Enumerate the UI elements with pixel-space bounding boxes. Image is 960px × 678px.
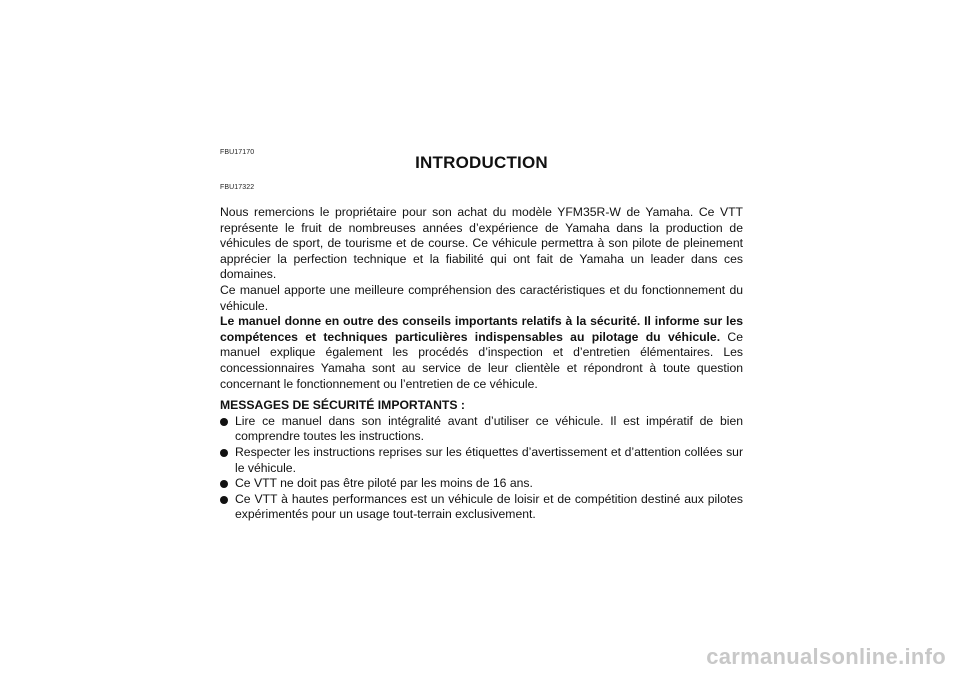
safety-messages-list (220, 414, 743, 523)
intro-paragraph-2: Ce manuel apporte une meilleure compréhension des caractéristiques et du fonctionnement du véhicule. (220, 282, 743, 313)
safety-message-text: Ce VTT ne doit pas être piloté par les moins de 16 ans. (235, 476, 533, 491)
intro-paragraph-3 (220, 314, 743, 392)
intro-paragraph-3-rest: Ce manuel explique également les procédés d’inspection et d’entretien élémentaires. Les concessionnaires Yamaha sont au service de leur clientèle et répondront à toute question concernant le fonctionnement ou l’entretien de ce véhicule. (220, 329, 744, 391)
bullet-icon (220, 418, 228, 426)
safety-message-text: Lire ce manuel dans son intégralité avant d’utiliser ce véhicule. Il est impératif de bien comprendre toutes les instructions. (235, 413, 743, 444)
watermark: carmanualsonline.info (706, 644, 946, 669)
safety-message-item (220, 476, 743, 492)
page-title: INTRODUCTION (415, 153, 548, 172)
safety-message-text: Respecter les instructions reprises sur les étiquettes d’avertissement et d’attention collées sur le véhicule. (235, 444, 743, 475)
introduction-body (220, 205, 743, 523)
intro-paragraph-1: Nous remercions le propriétaire pour son achat du modèle YFM35R-W de Yamaha. Ce VTT représente le fruit de nombreuses années d’expérience de Yamaha dans la production de véhicules de sport, de tourisme et de course. Ce véhicule permettra à son pilote de pleinement apprécier la perfection technique et la fiabilité qui ont fait de Yamaha un leader dans ces domaines. (220, 205, 743, 282)
bullet-icon (220, 449, 228, 457)
safety-message-item (220, 414, 743, 445)
document-code-top: FBU17170 (220, 149, 255, 156)
safety-message-text: Ce VTT à hautes performances est un véhicule de loisir et de compétition destiné aux pilotes expérimentés pour un usage tout-terrain exclusivement. (235, 491, 743, 522)
intro-paragraph-3-bold: Le manuel donne en outre des conseils importants relatifs à la sécurité. Il informe sur les compétences et techniques particulières indispensables au pilotage du véhicule. (220, 314, 743, 344)
safety-message-item (220, 445, 743, 476)
bullet-icon (220, 496, 228, 504)
document-code-section: FBU17322 (220, 184, 255, 191)
bullet-icon (220, 480, 228, 488)
safety-messages-heading: MESSAGES DE SÉCURITÉ IMPORTANTS : (220, 398, 465, 413)
safety-message-item (220, 492, 743, 523)
